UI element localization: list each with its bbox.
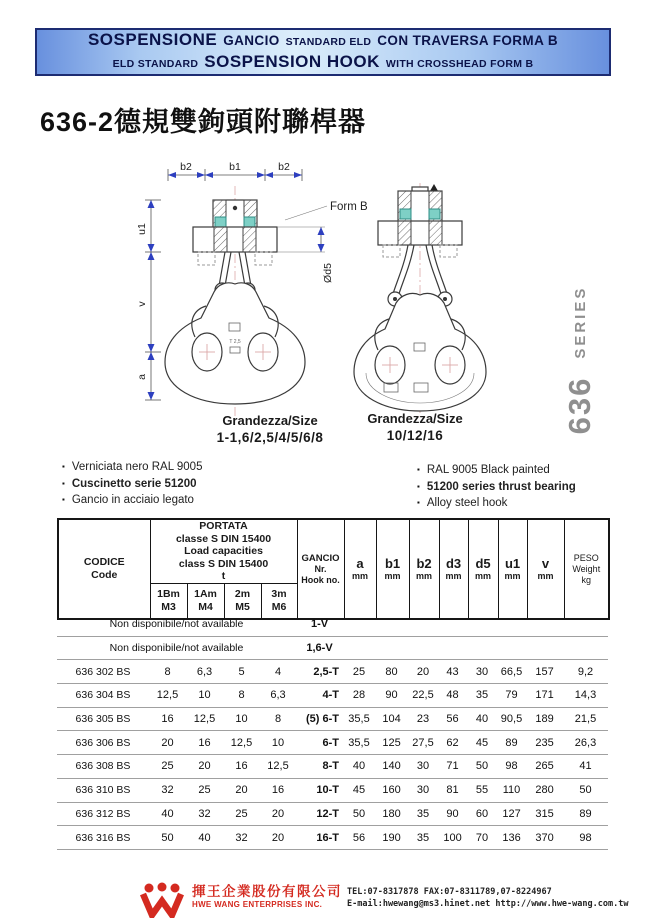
col-header-class-3m: 3m M6 xyxy=(261,583,297,619)
dim-label-u1: u1 xyxy=(136,223,148,235)
contact-phone-line: TEL:07-8317878 FAX:07-8311789,07-8224967 xyxy=(347,887,552,897)
cell-dimension: 43 xyxy=(438,660,467,684)
cell-dimension: 315 xyxy=(526,802,563,826)
cell-dimension: 140 xyxy=(375,755,408,779)
dimension-d5 xyxy=(277,227,334,283)
cell-code: 636 312 BS xyxy=(57,802,149,826)
dim-label-v: v xyxy=(136,301,148,307)
cell-dimension: 89 xyxy=(497,731,526,755)
size-caption-title: Grandezza/Size xyxy=(222,413,318,428)
cell-dimension: 127 xyxy=(497,802,526,826)
banner-line-english xyxy=(37,52,609,74)
cell-capacity: 40 xyxy=(186,826,223,850)
dim-label-d5: Ød5 xyxy=(322,263,334,283)
cell-dimension: 40 xyxy=(467,707,497,731)
col-header-weight: PESO Weight kg xyxy=(564,519,609,619)
cell-hook-no: 2,5-T xyxy=(296,660,343,684)
feature-item: ▪ 51200 series thrust bearing xyxy=(417,479,650,496)
cell-dimension: 56 xyxy=(343,826,375,850)
col-header-class-2m: 2m M5 xyxy=(224,583,261,619)
feature-item: ▪ Cuscinetto serie 51200 xyxy=(62,476,392,493)
cell-dimension: 41 xyxy=(563,755,608,779)
cell-dimension: 27,5 xyxy=(408,731,438,755)
cell-dimension: 104 xyxy=(375,707,408,731)
cell-availability-note: Non disponibile/not available xyxy=(57,613,296,636)
cell-dimension: 71 xyxy=(438,755,467,779)
dim-label-b2-left: b2 xyxy=(180,161,192,173)
cell-capacity: 10 xyxy=(186,684,223,708)
cell-capacity: 32 xyxy=(223,826,260,850)
table-row xyxy=(57,755,608,779)
col-header-load-capacity: PORTATA classe S DIN 15400 Load capacities class S DIN 15400 t xyxy=(150,519,297,583)
table-row xyxy=(57,684,608,708)
size-caption-right xyxy=(340,411,490,444)
company-name-cjk: 揮王企業股份有限公司 xyxy=(192,884,342,899)
cell-dimension: 28 xyxy=(343,684,375,708)
cell-dimension: 235 xyxy=(526,731,563,755)
cell-hook-no: 12-T xyxy=(296,802,343,826)
cell-dimension: 125 xyxy=(375,731,408,755)
table-row-unavailable xyxy=(57,613,608,636)
col-header-hook-no: GANCIO Nr. Hook no. xyxy=(297,519,344,619)
cell-dimension: 35,5 xyxy=(343,707,375,731)
cell-capacity: 8 xyxy=(260,707,296,731)
cell-dimension: 22,5 xyxy=(408,684,438,708)
cell-dimension: 80 xyxy=(375,660,408,684)
cell-dimension: 50 xyxy=(343,802,375,826)
banner-word: WITH CROSSHEAD FORM B xyxy=(385,58,534,70)
series-word: SERIES xyxy=(571,285,589,359)
hook-diagram-large-sizes xyxy=(350,183,490,423)
cell-dimension: 98 xyxy=(497,755,526,779)
cell-dimension: 30 xyxy=(408,755,438,779)
cell-capacity: 32 xyxy=(149,778,186,802)
cell-hook-no: 10-T xyxy=(296,778,343,802)
cell-dimension: 30 xyxy=(408,778,438,802)
dim-label-b1: b1 xyxy=(229,161,241,173)
cell-capacity: 20 xyxy=(260,826,296,850)
cell-dimension: 21,5 xyxy=(563,707,608,731)
col-header-b1: b1 mm xyxy=(376,519,409,619)
col-header-code: CODICE Code xyxy=(58,519,150,619)
thrust-bearing xyxy=(400,209,411,219)
cell-dimension: 40 xyxy=(343,755,375,779)
cell-capacity: 16 xyxy=(223,755,260,779)
cell-capacity: 12,5 xyxy=(186,707,223,731)
cell-capacity: 16 xyxy=(186,731,223,755)
cell-dimension: 45 xyxy=(467,731,497,755)
cell-dimension: 136 xyxy=(497,826,526,850)
cell-capacity: 16 xyxy=(149,707,186,731)
cell-capacity: 4 xyxy=(260,660,296,684)
size-caption-title: Grandezza/Size xyxy=(367,411,463,426)
cell-capacity: 20 xyxy=(186,755,223,779)
cell-hook-no: 1-V xyxy=(296,613,343,636)
cell-hook-no: 1,6-V xyxy=(296,636,343,660)
cell-dimension: 55 xyxy=(467,778,497,802)
thrust-bearing xyxy=(244,217,255,227)
cell-dimension: 26,3 xyxy=(563,731,608,755)
cell-dimension: 280 xyxy=(526,778,563,802)
features-right xyxy=(417,462,650,512)
cell-dimension: 62 xyxy=(438,731,467,755)
feature-item: ▪ Verniciata nero RAL 9005 xyxy=(62,459,392,476)
col-header-v: v mm xyxy=(527,519,564,619)
cell-hook-no: 8-T xyxy=(296,755,343,779)
cell-dimension: 79 xyxy=(497,684,526,708)
cell-code: 636 306 BS xyxy=(57,731,149,755)
col-header-a: a mm xyxy=(344,519,376,619)
cell-capacity: 25 xyxy=(149,755,186,779)
cell-code: 636 302 BS xyxy=(57,660,149,684)
size-caption-left xyxy=(175,413,365,446)
table-row xyxy=(57,778,608,802)
cell-code: 636 310 BS xyxy=(57,778,149,802)
cell-dimension: 190 xyxy=(375,826,408,850)
feature-item: ▪ Alloy steel hook xyxy=(417,495,650,512)
dim-label-b2-right: b2 xyxy=(278,161,290,173)
cell-dimension: 20 xyxy=(408,660,438,684)
col-header-u1: u1 mm xyxy=(498,519,527,619)
hook-diagram-small-sizes xyxy=(135,160,375,452)
dimension-top xyxy=(168,161,302,181)
cell-capacity: 25 xyxy=(223,802,260,826)
header-banner xyxy=(35,28,611,76)
cell-dimension: 60 xyxy=(467,802,497,826)
cell-dimension: 171 xyxy=(526,684,563,708)
cell-dimension: 265 xyxy=(526,755,563,779)
thrust-bearing xyxy=(429,209,440,219)
series-number: 636 xyxy=(562,376,597,435)
table-body xyxy=(57,613,608,849)
cell-code: 636 305 BS xyxy=(57,707,149,731)
company-logo xyxy=(138,882,186,918)
cell-dimension: 35 xyxy=(467,684,497,708)
cell-empty xyxy=(343,636,608,660)
cell-dimension: 157 xyxy=(526,660,563,684)
cell-capacity: 10 xyxy=(223,707,260,731)
cell-capacity: 8 xyxy=(223,684,260,708)
cell-dimension: 160 xyxy=(375,778,408,802)
feature-item: ▪ Gancio in acciaio legato xyxy=(62,492,392,509)
spec-table xyxy=(57,613,608,850)
cell-dimension: 81 xyxy=(438,778,467,802)
cell-dimension: 14,3 xyxy=(563,684,608,708)
cell-capacity: 50 xyxy=(149,826,186,850)
company-name-block xyxy=(192,884,342,910)
pin-hole xyxy=(233,206,237,210)
cell-dimension: 180 xyxy=(375,802,408,826)
cell-capacity: 25 xyxy=(186,778,223,802)
dimension-left xyxy=(136,200,161,400)
cell-dimension: 45 xyxy=(343,778,375,802)
cell-dimension: 70 xyxy=(467,826,497,850)
cell-dimension: 35 xyxy=(408,826,438,850)
cell-capacity: 5 xyxy=(223,660,260,684)
cell-empty xyxy=(343,613,608,636)
table-row xyxy=(57,660,608,684)
size-caption-values: 10/12/16 xyxy=(386,428,444,443)
cell-code: 636 304 BS xyxy=(57,684,149,708)
cell-dimension: 66,5 xyxy=(497,660,526,684)
banner-word: SOSPENSIONE xyxy=(87,30,218,49)
thrust-bearing xyxy=(215,217,226,227)
cell-capacity: 20 xyxy=(149,731,186,755)
cell-capacity: 20 xyxy=(223,778,260,802)
cell-availability-note: Non disponibile/not available xyxy=(57,636,296,660)
banner-word: SOSPENSION HOOK xyxy=(204,52,380,71)
cell-capacity: 32 xyxy=(186,802,223,826)
cell-dimension: 50 xyxy=(563,778,608,802)
cell-dimension: 189 xyxy=(526,707,563,731)
col-header-d5: d5 mm xyxy=(468,519,498,619)
cell-dimension: 23 xyxy=(408,707,438,731)
banner-word: STANDARD ELD xyxy=(285,36,372,48)
section-arrow xyxy=(430,184,438,191)
cell-dimension: 98 xyxy=(563,826,608,850)
cell-capacity: 12,5 xyxy=(149,684,186,708)
company-contact-block xyxy=(347,887,628,910)
forge-stamp-text: T 2,5 xyxy=(229,339,241,345)
cell-capacity: 16 xyxy=(260,778,296,802)
table-row xyxy=(57,731,608,755)
cell-dimension: 56 xyxy=(438,707,467,731)
cell-dimension: 110 xyxy=(497,778,526,802)
cell-code: 636 308 BS xyxy=(57,755,149,779)
cell-dimension: 35,5 xyxy=(343,731,375,755)
cell-dimension: 89 xyxy=(563,802,608,826)
banner-word: CON TRAVERSA FORMA B xyxy=(377,33,559,48)
series-vertical-label xyxy=(550,255,610,465)
contact-web-line: E-mail:hwewang@ms3.hinet.net http://www.hwe-wang.com.tw xyxy=(347,898,629,909)
page-title: 636-2德規雙鉤頭附聯桿器 xyxy=(40,107,367,137)
cell-capacity: 10 xyxy=(260,731,296,755)
cell-dimension: 48 xyxy=(438,684,467,708)
col-header-class-1am: 1Am M4 xyxy=(187,583,224,619)
cell-dimension: 35 xyxy=(408,802,438,826)
company-name-en: HWE WANG ENTERPRISES INC. xyxy=(192,900,323,909)
col-header-class-1bm: 1Bm M3 xyxy=(150,583,187,619)
cell-code: 636 316 BS xyxy=(57,826,149,850)
cell-hook-no: 16-T xyxy=(296,826,343,850)
banner-line-italian xyxy=(37,30,609,52)
feature-item: ▪ RAL 9005 Black painted xyxy=(417,462,650,479)
features-left xyxy=(62,459,392,509)
table-row xyxy=(57,826,608,850)
cell-dimension: 100 xyxy=(438,826,467,850)
spec-table-header xyxy=(57,518,610,620)
table-row xyxy=(57,802,608,826)
cell-capacity: 6,3 xyxy=(186,660,223,684)
form-b-label: Form B xyxy=(330,201,368,213)
cell-capacity: 40 xyxy=(149,802,186,826)
cell-dimension: 370 xyxy=(526,826,563,850)
cell-dimension: 90 xyxy=(375,684,408,708)
table-row xyxy=(57,707,608,731)
col-header-d3: d3 mm xyxy=(439,519,468,619)
banner-word: ELD STANDARD xyxy=(112,58,199,70)
cell-hook-no: 4-T xyxy=(296,684,343,708)
col-header-b2: b2 mm xyxy=(409,519,439,619)
cell-hook-no: (5) 6-T xyxy=(296,707,343,731)
banner-word: GANCIO xyxy=(223,33,280,48)
cell-dimension: 50 xyxy=(467,755,497,779)
table-row-unavailable xyxy=(57,636,608,660)
cell-dimension: 25 xyxy=(343,660,375,684)
dim-label-a: a xyxy=(136,374,148,380)
cell-hook-no: 6-T xyxy=(296,731,343,755)
cell-dimension: 30 xyxy=(467,660,497,684)
cell-capacity: 8 xyxy=(149,660,186,684)
cell-capacity: 12,5 xyxy=(260,755,296,779)
cell-capacity: 20 xyxy=(260,802,296,826)
cell-dimension: 90,5 xyxy=(497,707,526,731)
cell-dimension: 90 xyxy=(438,802,467,826)
cell-dimension: 9,2 xyxy=(563,660,608,684)
size-caption-values: 1-1,6/2,5/4/5/6/8 xyxy=(216,430,324,445)
cell-capacity: 12,5 xyxy=(223,731,260,755)
cell-capacity: 6,3 xyxy=(260,684,296,708)
